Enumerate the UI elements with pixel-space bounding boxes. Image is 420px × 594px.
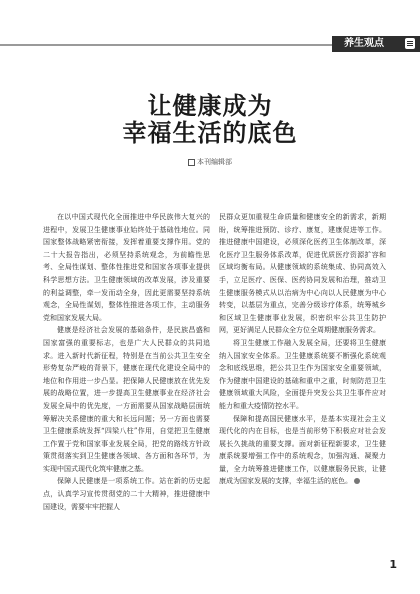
paragraph: 民群众更加重视生命质量和健康安全的新需求，新期盼，统筹推进预防、诊疗、康复，建康促进等工作。推进健康中国建设，必须深化医药卫生体制改革，深化医疗卫生服务体系改革，促进优质医疗资源扩容和区域均衡布局。从健康领域的系统集成、协同高效入手，立足医疗、医保、医药协同发展和治理，推动卫生健康服务模式从以治病为中心向以人民健康为中心转变，以基层为重点，完善分级诊疗体系，统筹城乡和区域卫生健康事业发展，织密织牢公共卫生防护网，更好满足人民群众全方位全周期健康服务需求。 bbox=[219, 213, 386, 335]
paragraph: 将卫生健康工作融入发展全局，还要将卫生健康纳入国家安全体系。卫生健康系统要不断强化系统观念和底线思维，把公共卫生作为国家安全重要领域，作为健康中国建设的基础和重中之重，时刻防范卫生健康领域重大风险，全面提升突发公共卫生事件应对能力和重大疫情防控水平。 bbox=[219, 338, 386, 410]
byline bbox=[0, 157, 420, 167]
paragraph: 在以中国式现代化全面推进中华民族伟大复兴的进程中，发展卫生健康事业始终处于基础性地位。同国家整体战略紧密衔接，发挥着重要支撑作用。党的二十大报告指出，必须坚持系统观念，为前瞻性思考、全局性谋划、整体性推进党和国家各项事业提供科学思想方法。卫生健康领域的改革发展，涉及重要的利益调整，牵一发而动全身，因此更需要坚持系统观念，全局性谋划，整体性推进各项工作，主动服务党和国家发展大局。 bbox=[43, 213, 210, 322]
book-icon bbox=[405, 38, 415, 49]
paragraph-text: 保障和提高国民健康水平，是基本实现社会主义现代化的内在目标，也是当前形势下积极应对社会发展长久挑战的重要支撑。面对新征程新要求，卫生健康系统要增强工作中的系统观念，加强沟通、凝聚力量，全力统筹推进健康工作，以健康服务民族，让健康成为国家发展的支撑，幸福生活的底色。 bbox=[219, 414, 386, 486]
page-number: 1 bbox=[389, 558, 397, 571]
section-tag bbox=[332, 36, 420, 52]
paragraph: 健康是经济社会发展的基础条件，是民族昌盛和国家富强的重要标志，也是广大人民群众的共同追求。进入新时代新征程，特别是在当前公共卫生安全形势复杂严峻的背景下，健康在现代化建设全局中的地位和作用进一步凸显。把保障人民健康放在优先发展的战略位置，进一步提高卫生健康事业在经济社会发展全局中的优先度，一方面需要从国家战略层面统筹解决关系健康的重大和长远问题；另一方面也需要卫生健康系统发挥“四梁八柱”作用，自觉把卫生健康工作置于党和国家事业发展全局，把党的路线方针政策贯彻落实到卫生健康各领域、各方面和各环节，为实现中国式现代化筑牢健康之基。 bbox=[43, 326, 210, 473]
paragraph: 保障人民健康是一项系统工作。站在新的历史起点，认真学习宣传贯彻党的二十大精神，推进健康中国建设，需要牢牢把握人 bbox=[43, 477, 210, 511]
article-title-line-2: 幸福生活的底色 bbox=[122, 118, 298, 147]
paragraph-last bbox=[219, 413, 386, 489]
end-mark-icon bbox=[354, 478, 360, 484]
article-title-line-1: 让健康成为 bbox=[147, 91, 273, 120]
body-column-right bbox=[219, 211, 386, 488]
square-icon bbox=[188, 159, 195, 166]
byline-text: 本刊编辑部 bbox=[197, 158, 232, 166]
section-tag-label: 养生观点 bbox=[344, 38, 384, 49]
header-rule bbox=[0, 44, 332, 46]
body-column-left bbox=[43, 211, 210, 513]
